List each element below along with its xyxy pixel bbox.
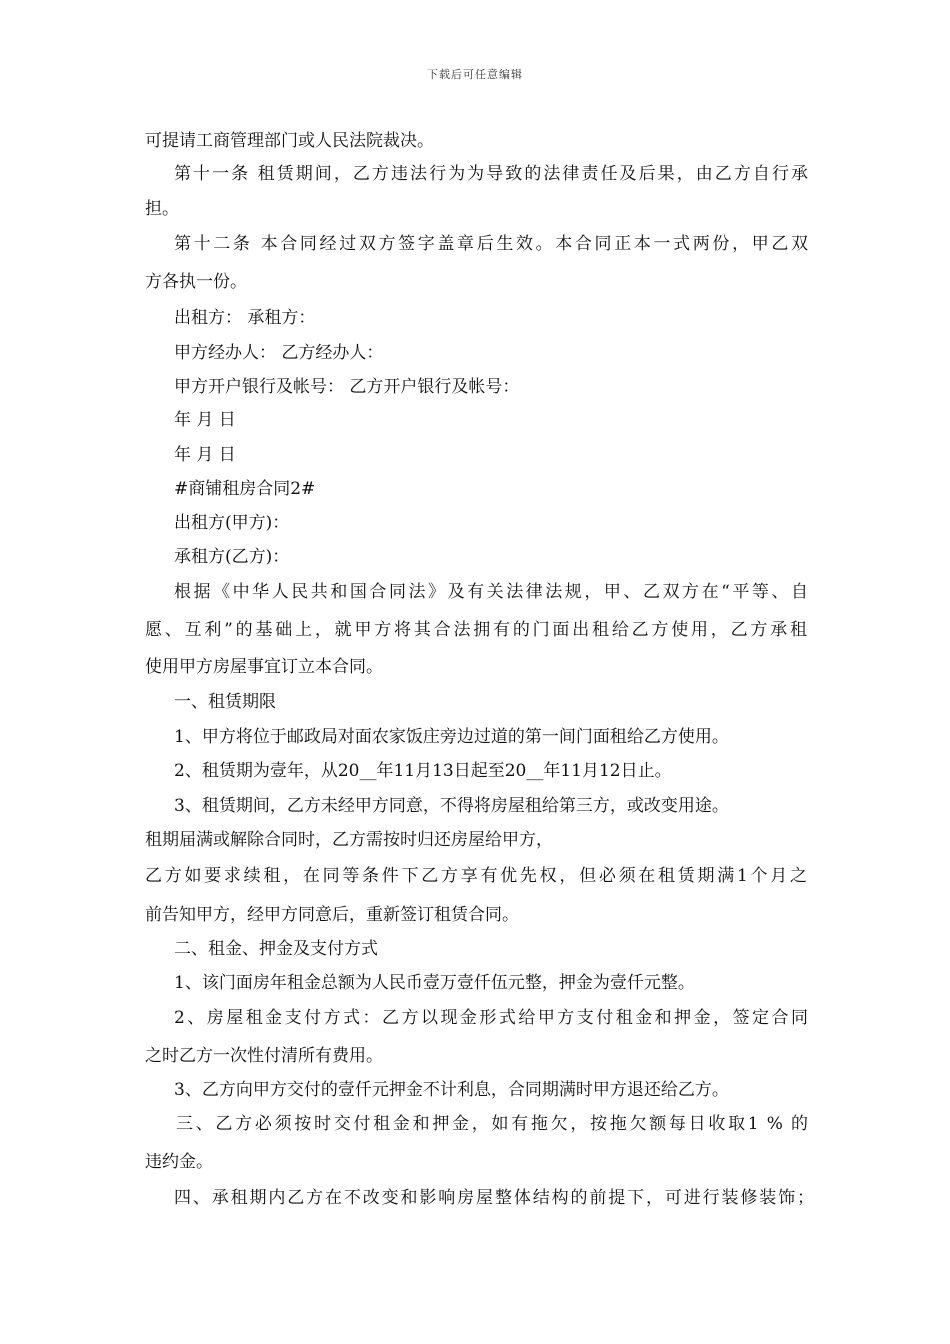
text-line: 出租方(甲方)： [174,513,290,533]
text-line: 1、甲方将位于邮政局对面农家饭庄旁边过道的第一间门面租给乙方使用。 [174,727,729,747]
text-line: 出租方： 承租方： [174,308,316,328]
text-line: 3、租赁期间，乙方未经甲方同意，不得将房屋租给第三方，或改变用途。 [174,796,729,816]
text-line: 2、租赁期为壹年，从20__年11月13日起至20__年11月12日止。 [174,761,672,781]
text-line: 根据《中华人民共和国合同法》及有关法律法规，甲、乙双方在“平等、自 [174,582,808,602]
text-line: 3、乙方向甲方交付的壹仟元押金不计利息，合同期满时甲方退还给乙方。 [174,1080,729,1100]
text-line: 之时乙方一次性付清所有费用。 [145,1046,383,1066]
text-line: 三、乙方必须按时交付租金和押金，如有拖欠，按拖欠额每日收取1 % 的 [176,1114,808,1134]
text-line: 二、租金、押金及支付方式 [174,939,378,959]
text-line: 可提请工商管理部门或人民法院裁决。 [145,131,434,151]
text-line: 前告知甲方，经甲方同意后，重新签订租赁合同。 [145,905,519,925]
text-line: 方各执一份。 [145,272,247,292]
text-line: 第十一条 租赁期间，乙方违法行为为导致的法律责任及后果，由乙方自行承 [174,164,808,184]
text-line: 一、租赁期限 [174,692,276,712]
text-line: 年 月 日 [174,445,236,465]
page-header: 下载后可任意编辑 [427,68,523,81]
text-line: 承租方(乙方)： [174,547,290,567]
text-line: 租期届满或解除合同时，乙方需按时归还房屋给甲方， [145,830,553,850]
text-line: 使用甲方房屋事宜订立本合同。 [145,657,383,677]
text-line: 第十二条 本合同经过双方签字盖章后生效。本合同正本一式两份，甲乙双 [174,234,808,254]
text-line: 愿、互利”的基础上，就甲方将其合法拥有的门面出租给乙方使用，乙方承租 [145,620,807,640]
text-line: 2、房屋租金支付方式：乙方以现金形式给甲方支付租金和押金，签定合同 [174,1008,808,1028]
text-line: 年 月 日 [174,410,236,430]
text-line: 1、该门面房年租金总额为人民币壹万壹仟伍元整，押金为壹仟元整。 [174,973,695,993]
text-line: 乙方如要求续租，在同等条件下乙方享有优先权，但必须在租赁期满1个月之 [145,866,807,886]
text-line: 四、承租期内乙方在不改变和影响房屋整体结构的前提下，可进行装修装饰； [174,1188,814,1208]
text-line: 甲方开户银行及帐号： 乙方开户银行及帐号： [174,377,520,397]
text-line: 担。 [145,199,179,219]
text-line: 甲方经办人： 乙方经办人： [174,343,384,363]
text-line: 违约金。 [145,1152,213,1172]
text-line: #商铺租房合同2# [174,479,316,499]
